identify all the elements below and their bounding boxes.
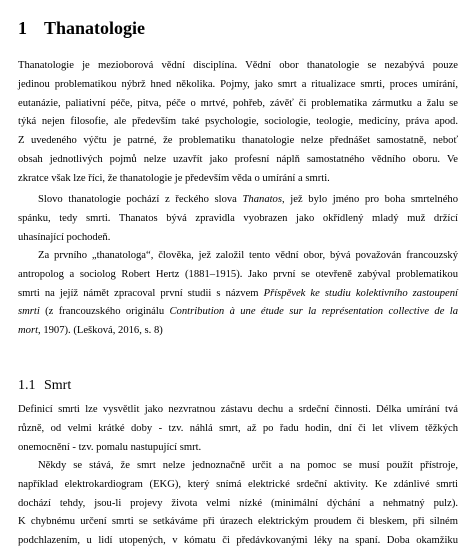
text-line: Někdy se stává, že smrt nelze jednoznačně určit a na pomoc se musí použít přístroje, [38,460,458,471]
italic-term: Thanatos [242,194,282,205]
paragraph-etymology [18,191,458,247]
text-line: dochází tehdy, jsou-li projevy života velmi nízké (minimální dýchání a nehmatný pulz). [18,497,458,509]
section-title: Smrt [44,378,72,393]
text-line: týká nejen filosofie, ale především také psychologie, sociologie, teologie, medicíny, práva apod. [18,116,458,128]
text-line: podchlazením, u lidí utopených, v kómatu či předávkovanými léky na spaní. Doba okamžiku [18,535,458,547]
text-fragment: smrti na jejíž námět zpracoval první studii s názvem [18,287,264,299]
text-line: eutanázie, paliativní péče, pitva, péče o mrtvé, pohřeb, závěť či problematika zármutku a žalu se [18,97,458,109]
text-line: například elektrokardiogram (EKG), který snímá elektrické srdeční aktivity. Ke zdánlivé smrti [18,478,458,490]
text-fragment: , jež bylo jméno pro boha smrtelného [281,194,458,205]
italic-title: mort [18,325,39,337]
text-line: spánku, tedy smrti. Thanatos bývá zpravidla vyobrazen jako okřídlený mladý muž držící [18,212,458,224]
chapter-number: 1 [18,18,27,38]
text-line: uhasínající pochodeň. [18,231,111,243]
text-line: jedinou problematikou nýbrž hned několika. Pojmy, jako smrt a ritualizace smrti, proces umírání, [18,78,458,90]
text-line: Z uvedeného výčtu je patrné, že problematiku thanatologie nelze přednášet samostatně, neboť [18,135,458,147]
paragraph-history [18,247,458,341]
text-fragment: (z francouzského originálu [39,306,170,318]
text-line: onemocnění - tzv. pomalu nastupující smrt. [18,441,202,453]
chapter-title: Thanatologie [44,18,146,38]
text-fragment: Slovo thanatologie pochází z řeckého slova [38,194,243,205]
text-line [18,191,458,210]
text-line: obsah jednotlivých pojmů nelze uzavřít jako profesní náplň samostatného vědního oboru. Ve [18,153,458,165]
italic-title: Příspěvek ke studiu kolektivního zastoupení [263,287,458,299]
text-line: různě, od velmi krátké doby - tzv. náhlá smrt, až po řadu hodin, dní či let vlivem těžkých [18,422,458,434]
text-line [18,285,458,304]
text-line: K chybnému určení smrti se setkáváme při úrazech elektrickým proudem či bleskem, při silném [18,516,458,528]
text-line [18,322,458,341]
paragraph-death-determination [18,457,458,551]
section-heading [18,377,71,395]
paragraph-thanatology-definition [18,57,458,189]
italic-title: Contribution à une étude sur la représentation collective de la [169,306,458,318]
text-line: Za prvního „thanatologa“, člověka, jež založil tento vědní obor, bývá považován francouzský [38,250,458,261]
text-line: Thanatologie je mezioborová vědní disciplína. Vědní obor thanatologie se nezabývá pouze [18,60,458,71]
text-line: Definicí smrti lze vysvětlit jako nezvratnou zástavu dechu a srdeční činnosti. Délka umírání tvá [18,404,458,415]
text-line [18,303,458,322]
text-fragment: , 1907). (Lešková, 2016, s. 8) [38,325,163,337]
text-line: zkratce však lze říci, že thanatologie je především věda o umírání a smrti. [18,172,330,184]
paragraph-death-definition [18,401,458,457]
chapter-heading [18,17,145,39]
section-number: 1.1 [18,378,36,393]
text-line: antropolog a sociolog Robert Hertz (1881–1915). Jako první se otevřeně zabýval problematikou [18,268,458,280]
italic-title: smrti [18,306,40,318]
